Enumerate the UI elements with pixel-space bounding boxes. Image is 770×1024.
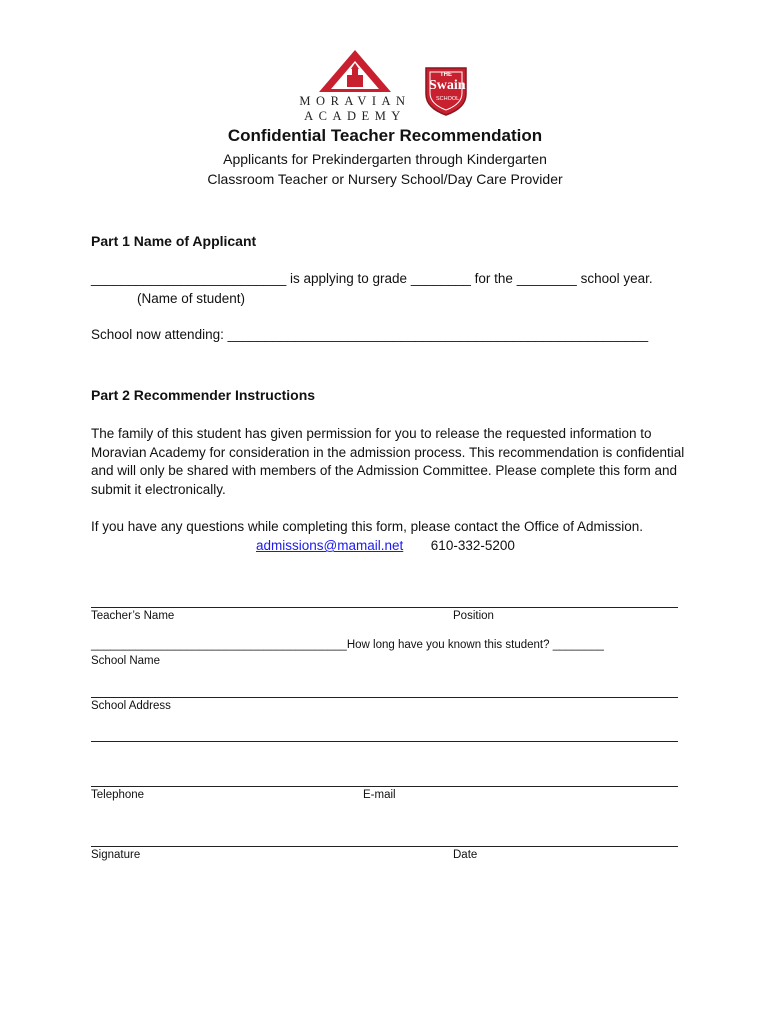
school-name-blank[interactable]: ________________________________________ [91, 639, 347, 651]
academy-name-line2: ACADEMY [304, 109, 406, 123]
school-name-label: School Name [91, 655, 161, 667]
header-logos [290, 48, 480, 123]
shield-name-text: Swain [429, 78, 466, 93]
school-year-blank[interactable]: ________ [516, 271, 577, 286]
school-name-how-long-line [91, 639, 604, 651]
school-year-text: school year. [580, 271, 653, 286]
grade-blank[interactable]: ________ [410, 271, 471, 286]
date-label: Date [453, 849, 478, 861]
name-of-student-caption: (Name of student) [137, 291, 246, 306]
school-address-line[interactable] [91, 697, 678, 698]
part1-heading: Part 1 Name of Applicant [91, 233, 257, 249]
moravian-academy-logo-icon [315, 48, 395, 93]
teacher-name-line[interactable] [91, 607, 678, 608]
instructions-paragraph: The family of this student has given permission for you to release the requested information to Moravian Academy for consideration in the admission process. This recommendation is confidential and will only be shared with members of the Admission Committee. Please complete this form and submit it electronically. [91, 426, 685, 497]
how-long-known-text[interactable]: How long have you known this student? ________ [346, 639, 604, 651]
school-address-line-2[interactable] [91, 741, 678, 742]
shield-school-text: SCHOOL [436, 96, 460, 102]
contact-line [256, 538, 515, 553]
subtitle-provider: Classroom Teacher or Nursery School/Day Care Provider [207, 171, 563, 187]
telephone-label: Telephone [91, 789, 145, 801]
admissions-email-link[interactable]: admissions@mamail.net [256, 538, 404, 553]
contact-text: If you have any questions while completing this form, please contact the Office of Admission. [91, 519, 644, 534]
school-address-label: School Address [91, 700, 171, 712]
school-attending-label: School now attending: [91, 327, 224, 342]
page-title: Confidential Teacher Recommendation [227, 126, 543, 145]
student-applying-line [91, 271, 653, 286]
email-label: E-mail [363, 789, 396, 801]
shield-the-text: THE [440, 72, 452, 78]
teacher-name-label: Teacher’s Name [91, 610, 175, 622]
admissions-phone: 610-332-5200 [430, 538, 515, 553]
student-name-blank[interactable]: __________________________ [91, 271, 287, 286]
position-label: Position [453, 610, 494, 622]
signature-label: Signature [91, 849, 141, 861]
school-attending-blank[interactable]: ________________________________________________________ [227, 327, 649, 342]
signature-date-line[interactable] [91, 846, 678, 847]
part2-heading: Part 2 Recommender Instructions [91, 387, 316, 403]
academy-name-line1: MORAVIAN [299, 94, 411, 108]
for-the-text: for the [474, 271, 513, 286]
school-attending-line [91, 327, 648, 342]
subtitle-applicants: Applicants for Prekindergarten through Kindergarten [223, 151, 547, 167]
applying-text: is applying to grade [289, 271, 408, 286]
telephone-email-line[interactable] [91, 786, 678, 787]
